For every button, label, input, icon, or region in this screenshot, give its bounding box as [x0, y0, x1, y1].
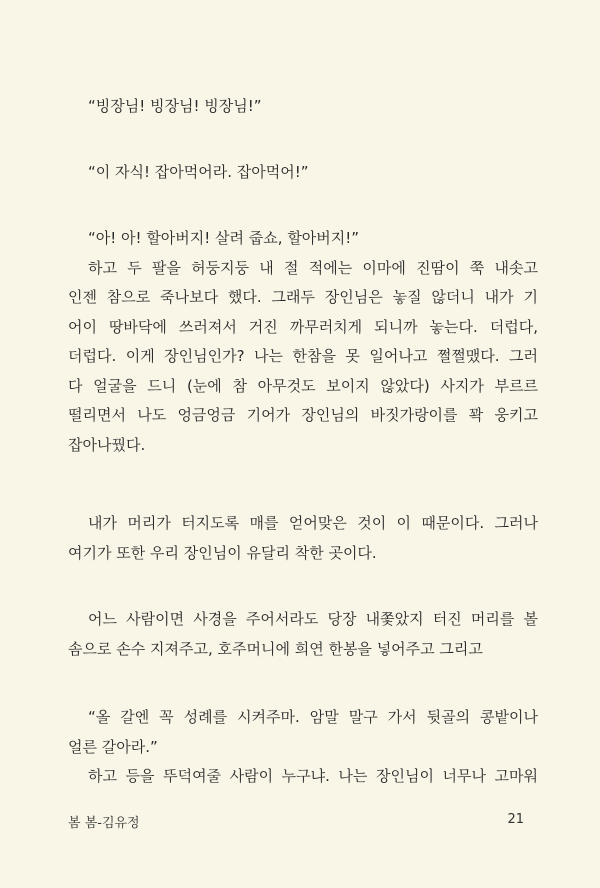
- paragraph-4: [68, 509, 538, 568]
- text-line: “이 자식! 잡아먹어라. 잡아먹어!”: [88, 163, 309, 181]
- text-line: 여기가 또한 우리 장인님이 유달리 착한 곳이다.: [68, 543, 377, 562]
- text-line: 하고 두 팔을 허둥지둥 내 절 적에는 이마에 진땀이 쭉 내솟고: [88, 258, 538, 277]
- text-line: 다 얼굴을 드니 (눈에 참 아무것도 보이지 않았다) 사지가 부르르: [68, 376, 538, 395]
- text-line: 인젠 참으로 죽나보다 했다. 그래두 장인님은 놓질 않더니 내가 기: [68, 288, 538, 306]
- text-line: 어이 땅바닥에 쓰러져서 거진 까무러치게 되니까 놓는다. 더럽다,: [68, 317, 538, 336]
- text-line: “아! 아! 할아버지! 살려 줍쇼, 할아버지!”: [88, 229, 360, 247]
- text-line: 솜으로 손수 지져주고, 호주머니에 희연 한봉을 넣어주고 그리고: [68, 639, 483, 658]
- paragraph-2: [68, 158, 538, 188]
- text-line: 내가 머리가 터지도록 매를 얻어맞은 것이 이 때문이다. 그러나: [88, 514, 538, 532]
- paragraph-5: [68, 605, 538, 664]
- text-line: 어느 사람이면 사경을 주어서라도 당장 내쫓았지 터진 머리를 볼: [88, 610, 538, 628]
- paragraph-3: [68, 224, 538, 460]
- page-number: 21: [507, 812, 524, 827]
- footer-book-title: 봄 봄-김유정: [68, 816, 140, 831]
- text-line: 하고 등을 뚜덕여줄 사람이 누구냐. 나는 장인님이 너무나 고마워: [88, 767, 538, 785]
- text-line: “올 갈엔 꼭 성례를 시켜주마. 암말 말구 가서 뒷골의 콩밭이나: [88, 708, 538, 726]
- paragraph-1: [68, 92, 538, 122]
- paragraph-6: [68, 703, 538, 792]
- text-line: 얼른 갈아라.”: [68, 737, 158, 756]
- text-line: 잡아나꿨다.: [68, 435, 146, 454]
- text-line: “빙장님! 빙장님! 빙장님!”: [88, 97, 262, 115]
- text-line: 더럽다. 이게 장인님인가? 나는 한참을 못 일어나고 쩔쩔맸다. 그러: [68, 347, 538, 365]
- text-line: 떨리면서 나도 엉금엉금 기어가 장인님의 바짓가랑이를 꽉 웅키고: [68, 406, 538, 424]
